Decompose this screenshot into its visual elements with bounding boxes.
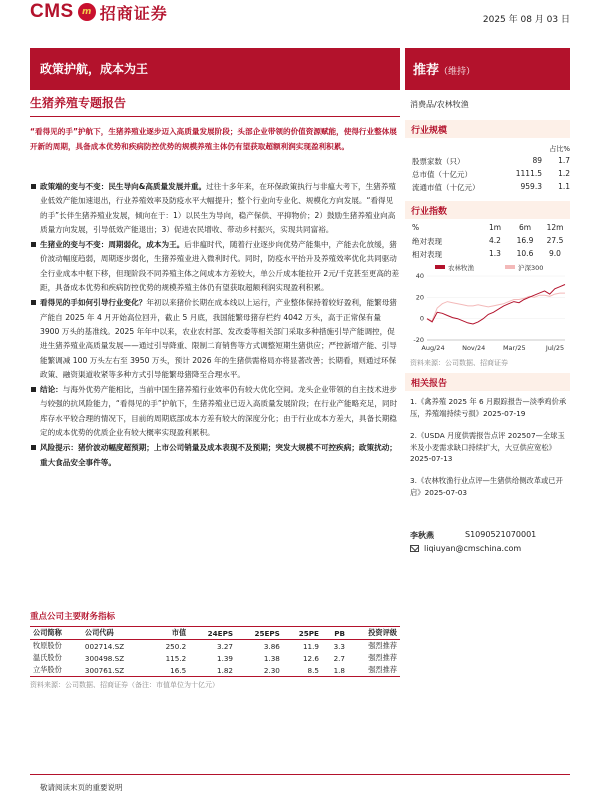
table-title: 重点公司主要财务指标 bbox=[30, 612, 116, 622]
index-value: 10.6 bbox=[516, 249, 534, 258]
legend-swatch bbox=[505, 265, 515, 269]
scale-pct: 1.1 bbox=[558, 182, 570, 191]
scale-row bbox=[412, 156, 570, 167]
index-line-chart bbox=[405, 262, 570, 357]
section-header-industry-scale: 行业规模 bbox=[405, 120, 570, 138]
table-cell: 8.5 bbox=[283, 664, 322, 677]
index-label: 绝对表现 bbox=[412, 237, 442, 246]
report-title: 政策护航，成本为王 bbox=[40, 62, 149, 76]
series-line bbox=[427, 285, 565, 325]
x-tick-label: Jul/25 bbox=[545, 344, 565, 352]
y-tick-label: -20 bbox=[413, 336, 424, 344]
table-row bbox=[30, 652, 400, 664]
scale-label: 总市值（十亿元） bbox=[412, 170, 472, 179]
footer-note: 敬请阅读末页的重要说明 bbox=[40, 783, 123, 792]
bullet-head: 生猪业的变与不变：周期弱化，成本为王。 bbox=[40, 240, 185, 250]
rating-bar bbox=[405, 48, 570, 90]
bullet-conclusion bbox=[30, 383, 400, 440]
table-cell: 强烈推荐 bbox=[368, 653, 397, 662]
analyst-email[interactable]: liqiuyan@cmschina.com bbox=[424, 544, 522, 553]
report-date: 2025 年 08 月 03 日 bbox=[482, 15, 570, 25]
table-row bbox=[30, 664, 400, 677]
table-cell: 立华股份 bbox=[30, 664, 82, 677]
index-row-absolute bbox=[412, 236, 570, 247]
bullet-industry bbox=[30, 238, 400, 295]
table-cell: 1.82 bbox=[189, 664, 236, 677]
scale-value: 1111.5 bbox=[515, 169, 542, 178]
industry-category: 消费品/农林牧渔 bbox=[410, 100, 469, 109]
legend-label: 农林牧渔 bbox=[448, 264, 474, 272]
divider bbox=[30, 116, 400, 117]
index-header-row bbox=[412, 223, 570, 232]
index-row-relative bbox=[412, 249, 570, 260]
email-icon bbox=[410, 545, 419, 552]
lead-paragraph: “看得见的手”护航下，生猪养殖业逐步迈入高质量发展阶段；头部企业带领的价值资源赋能，使得行业整体展开新的周期，具备成本优势和疾病防控优势的规模养殖主体仍有望获取超额利润实现盈利积累。 bbox=[30, 127, 397, 151]
bullet-body: 过往十多年来，在环保政策执行与非瘟大考下，生猪养殖业低效产能加速退出，行业养殖效率及防疫水平大幅提升；整个行业向专业化、规模化方向发展。“看得见的手”长伴生猪养殖业发展，倾向在于：1）以民生为导向，稳产保供、平抑物价；2）鼓励生猪养殖业向高质量方向发展，引导低效产能退出；3）促进农民增收、带动乡村振兴，实现共同富裕。 bbox=[40, 182, 396, 234]
table-cell: 3.27 bbox=[217, 641, 234, 651]
analyst-cert: S1090521070001 bbox=[465, 530, 537, 539]
section-header-industry-index: 行业指数 bbox=[405, 201, 570, 219]
x-tick-label: Nov/24 bbox=[462, 344, 486, 352]
table-cell: 1.8 bbox=[322, 664, 348, 677]
y-tick-label: 0 bbox=[419, 314, 424, 323]
table-cell: 002714.SZ bbox=[84, 641, 125, 651]
column-header: 投资评级 bbox=[348, 627, 400, 640]
index-value: 4.2 bbox=[489, 236, 501, 245]
table-cell: 温氏股份 bbox=[33, 653, 62, 662]
financial-table bbox=[30, 626, 400, 677]
table-source: 资料来源：公司数据、招商证券（备注：市值单位为十亿元） bbox=[30, 681, 219, 689]
rating-value: 推荐 bbox=[413, 63, 440, 78]
chart-source: 资料来源：公司数据、招商证券 bbox=[410, 359, 508, 367]
table-cell: 3.86 bbox=[263, 641, 280, 651]
page-header bbox=[0, 0, 600, 40]
bullet-head: 看得见的手如何引导行业变化？ bbox=[40, 298, 147, 308]
column-header: 公司代码 bbox=[82, 627, 150, 640]
column-header: 25PE bbox=[283, 627, 322, 640]
x-tick-label: Aug/24 bbox=[421, 344, 445, 352]
table-cell: 1.39 bbox=[217, 653, 234, 663]
title-bar bbox=[30, 48, 400, 90]
bullet-policy bbox=[30, 180, 400, 237]
logo-chinese: 招商证券 bbox=[99, 3, 168, 23]
table-row bbox=[30, 640, 400, 653]
table-cell: 3.3 bbox=[333, 641, 346, 651]
related-report-item[interactable]: 1.《禽养殖 2025 年 6 月跟踪报告—淡季鸡价承压，养殖端持续亏损》2025-07-19 bbox=[410, 397, 567, 418]
index-header: % bbox=[412, 223, 420, 232]
logo-badge-icon: m bbox=[78, 3, 96, 21]
scale-pct: 1.7 bbox=[558, 156, 570, 165]
table-cell: 1.38 bbox=[263, 653, 280, 663]
table-cell: 强烈推荐 bbox=[368, 641, 397, 650]
table-cell: 16.5 bbox=[149, 664, 189, 677]
bullet-body: 与海外优势产能相比，当前中国生猪养殖行业效率仍有较大优化空间。龙头企业带领的自主技术进步与较强的抗风险能力，“看得见的手”护航下，生猪养殖业已迈入高质量发展阶段；在行业产能略充足，同时库存水平较合理的情况下，目前的周期底部成本方差有较大的深度分化；由于行业成本方差大，具备长期稳定的成本优势的优质企业有较大概率实现盈利累积。 bbox=[40, 385, 398, 438]
footer-divider bbox=[30, 774, 570, 775]
table-cell: 115.2 bbox=[165, 653, 187, 663]
scale-pct: 1.2 bbox=[558, 169, 570, 178]
column-header: 公司简称 bbox=[30, 627, 82, 640]
report-subtitle: 生猪养殖专题报告 bbox=[30, 96, 127, 110]
related-report-item[interactable]: 3.《农林牧渔行业点评—生猪供给侧改革或已开启》2025-07-03 bbox=[410, 476, 563, 497]
pct-unit-label: 占比% bbox=[549, 145, 570, 153]
index-value: 9.0 bbox=[549, 249, 561, 258]
index-header: 12m bbox=[546, 223, 564, 232]
table-cell: 300498.SZ bbox=[84, 653, 125, 663]
scale-row bbox=[412, 169, 570, 180]
table-cell: 300761.SZ bbox=[82, 664, 150, 677]
bullet-head: 风险提示：猪价波动幅度超预期；上市公司销量及成本表现不及预期；突发大规模不可控疾病；政策扰动；重大食品安全事件等。 bbox=[40, 443, 397, 467]
scale-value: 89 bbox=[532, 156, 542, 165]
table-cell: 2.7 bbox=[333, 653, 346, 663]
bullet-head: 结论： bbox=[40, 385, 63, 395]
table-header-row bbox=[30, 627, 400, 640]
company-logo bbox=[30, 2, 168, 22]
related-report-item[interactable]: 2.《USDA 月度供需报告点评 202507—全球玉米及小麦需求缺口持续扩大，大豆供应宽松》2025-07-13 bbox=[410, 431, 565, 463]
table-cell: 11.9 bbox=[302, 641, 319, 651]
y-tick-label: 40 bbox=[415, 272, 424, 280]
table-cell: 2.30 bbox=[236, 664, 283, 677]
scale-row bbox=[412, 182, 570, 193]
table-cell: 12.6 bbox=[302, 653, 319, 663]
legend-label: 沪深300 bbox=[518, 264, 544, 272]
index-value: 27.5 bbox=[546, 236, 564, 245]
index-value: 16.9 bbox=[516, 236, 534, 245]
table-cell: 250.2 bbox=[165, 641, 187, 651]
bullet-risk bbox=[30, 441, 400, 470]
rating-label bbox=[413, 59, 475, 78]
bullet-head: 政策端的变与不变：民生导向&高质量发展并重。 bbox=[40, 182, 207, 191]
bullet-list bbox=[30, 180, 400, 471]
column-header: 24EPS bbox=[189, 627, 236, 640]
table-cell: 牧原股份 bbox=[33, 641, 62, 650]
x-tick-label: Mar/25 bbox=[502, 344, 526, 352]
column-header: PB bbox=[322, 627, 348, 640]
table-cell: 强烈推荐 bbox=[348, 664, 400, 677]
column-header: 市值 bbox=[149, 627, 189, 640]
index-header: 6m bbox=[518, 223, 532, 232]
y-tick-label: 20 bbox=[415, 293, 424, 302]
section-header-related: 相关报告 bbox=[405, 373, 570, 391]
index-value: 1.3 bbox=[489, 249, 501, 258]
scale-label: 股票家数（只） bbox=[412, 157, 465, 166]
bullet-body: 年初以来猪价长期在成本线以上运行，产业整体保持着较好盈利，能繁母猪产能自 2025 年 4 月开始高位回升，截止 5 月底，我国能繁母猪存栏约 4042 万头，高于正常保有量 3900 万头的基准线。2025 年年中以来，农业农村部、发改委等相关部门采取多种措施引导产能调控，促进生猪养殖业高质量发展——通过引导降重、限制二育销售等方式调整短期生猪供应；严控新增产能、引导能繁调减 100 万头左右至 3950 万头，预计 2026 年的生猪供需格局亦将显著改善；长期看，则通过环保政策、融资渠道收紧等多种方式引导能繁母猪降至合理水平。 bbox=[40, 298, 397, 379]
scale-value: 959.3 bbox=[520, 182, 542, 191]
bullet-guidance bbox=[30, 296, 400, 382]
rating-note: （维持） bbox=[439, 67, 476, 77]
column-header: 25EPS bbox=[236, 627, 283, 640]
index-header: 1m bbox=[488, 223, 502, 232]
legend-swatch bbox=[435, 265, 445, 269]
scale-label: 流通市值（十亿元） bbox=[412, 183, 480, 192]
logo-latin: CMS bbox=[30, 1, 74, 22]
index-label: 相对表现 bbox=[412, 250, 442, 259]
bullet-body: 后非瘟时代，随着行业逐步向优势产能集中，产能去化放缓，猪价波动幅度趋弱，周期逐步弱化，生猪养殖业进入微利时代。同时，防疫水平抬升及养殖效率优化共同驱动全行业成本中枢下移，但现阶段不同养殖主体之间成本方差较大，单公斤成本能拉开 2元/千克甚至更高的差距，具备成本优势和疾病防控优势的规模养殖主体仍有望获取超额利润实现盈利积累。 bbox=[40, 240, 400, 293]
analyst-name: 李秋燕 bbox=[410, 531, 434, 540]
